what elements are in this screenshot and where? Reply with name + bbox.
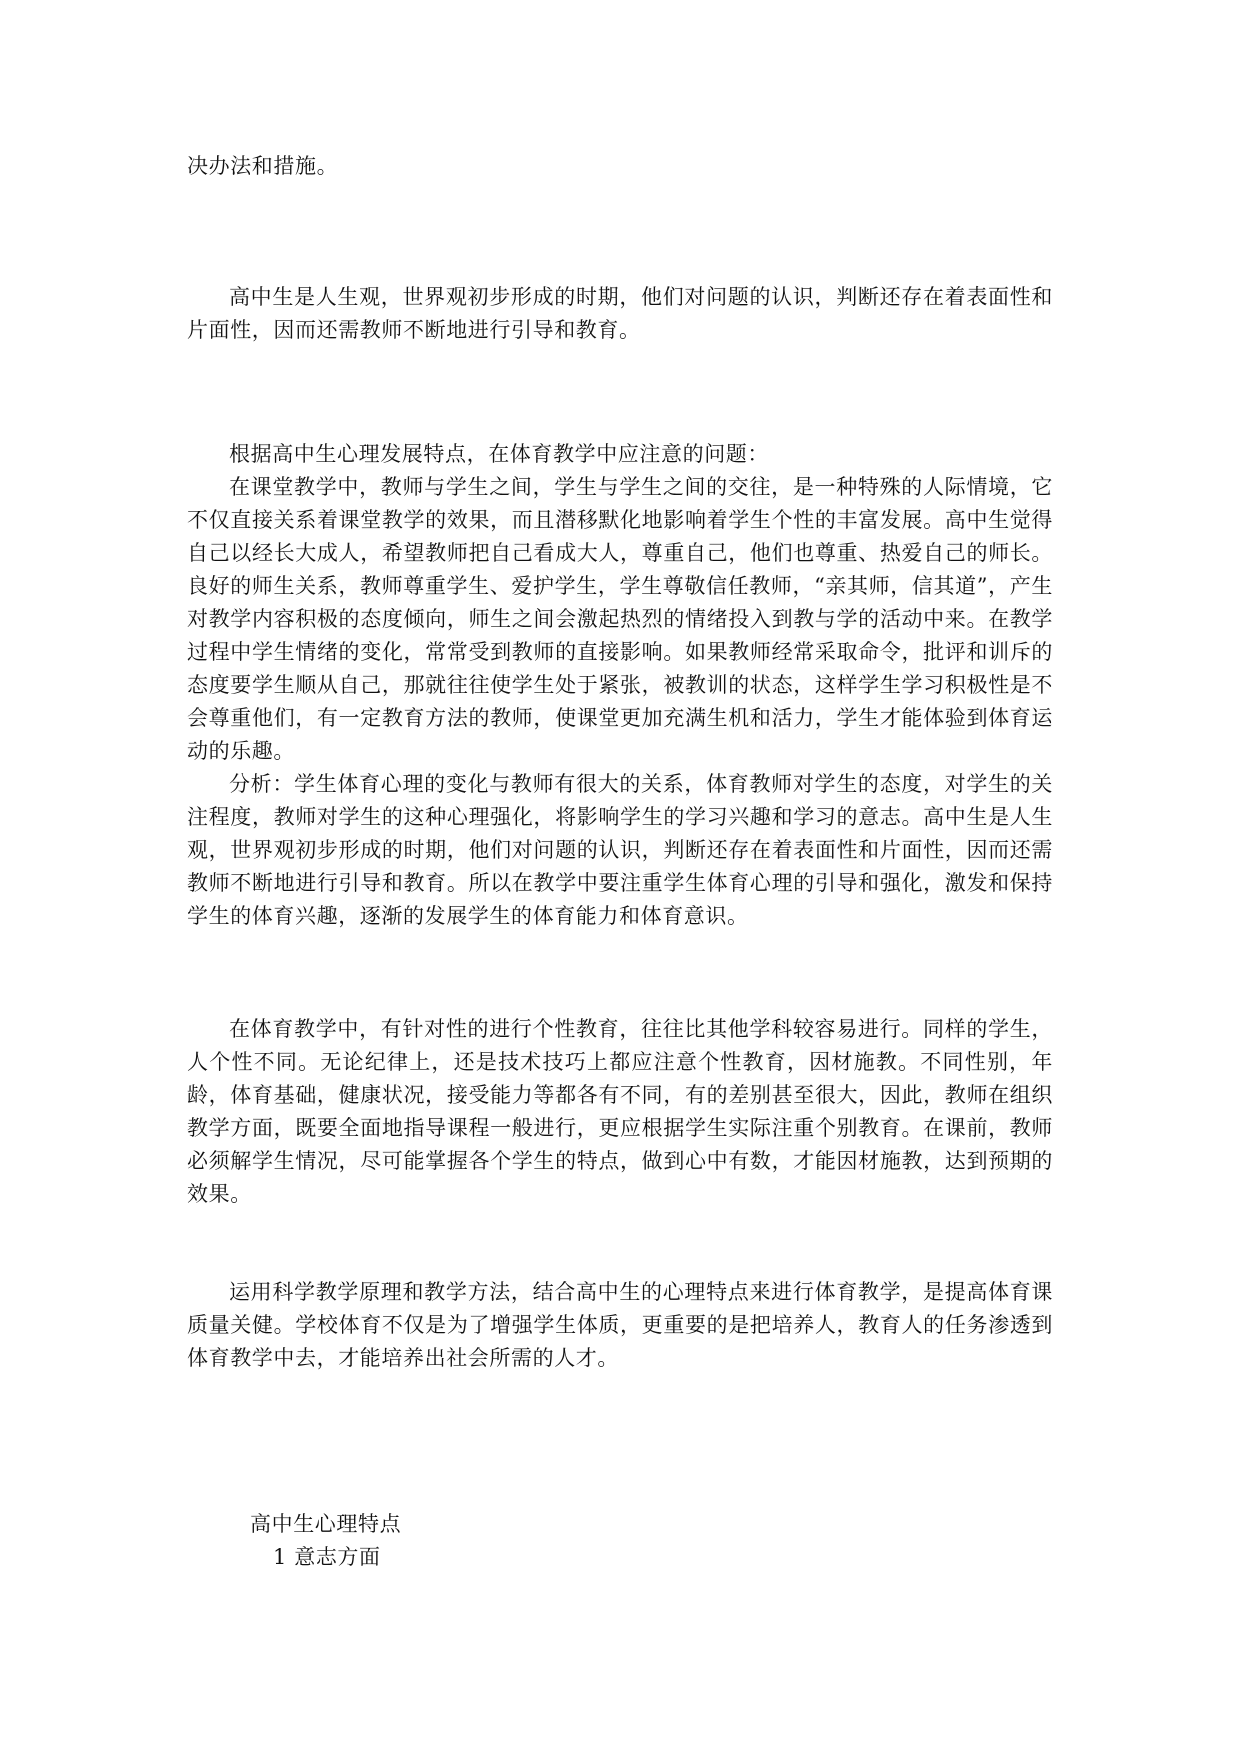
problems-body: 在课堂教学中，教师与学生之间，学生与学生之间的交往，是一种特殊的人际情境，它不仅直接关系着课堂教学的效果，而且潜移默化地影响着学生个性的丰富发展。高中生觉得自己以经长大成人，希望教师把自己看成大人，尊重自己，他们也尊重、热爱自己的师长。良好的师生关系，教师尊重学生、爱护学生，学生尊敬信任教师，“亲其师，信其道”，产生对教学内容积极的态度倾向，师生之间会激起热烈的情绪投入到教与学的活动中来。在教学过程中学生情绪的变化，常常受到教师的直接影响。如果教师经常采取命令，批评和训斥的态度要学生顺从自己，那就往往使学生处于紧张，被教训的状态，这样学生学习积极性是不会尊重他们，有一定教育方法的教师，使课堂更加充满生机和活力，学生才能体验到体育运动的乐趣。 [187,475,1053,763]
conclusion-text: 运用科学教学原理和教学方法，结合高中生的心理特点来进行体育教学，是提高体育课质量关健。学校体育不仅是为了增强学生体质，更重要的是把培养人，教育人的任务渗透到体育教学中去，才能培养出社会所需的人才。 [187,1280,1053,1370]
intro-paragraph [187,281,1053,347]
problems-section [187,438,1053,933]
continuation-text: 决办法和措施。 [187,154,339,178]
problems-analysis: 分析：学生体育心理的变化与教师有很大的关系，体育教师对学生的态度，对学生的关注程度，教师对学生的这种心理强化，将影响学生的学习兴趣和学习的意志。高中生是人生观，世界观初步形成的时期，他们对问题的认识，判断还存在着表面性和片面性，因而还需教师不断地进行引导和教育。所以在教学中要注重学生体育心理的引导和强化，激发和保持学生的体育兴趣，逐渐的发展学生的体育能力和体育意识。 [187,772,1053,928]
continuation-paragraph [187,150,1053,183]
conclusion-paragraph [187,1276,1053,1375]
subheading-will: 1 意志方面 [273,1545,381,1569]
problems-lead: 根据高中生心理发展特点，在体育教学中应注意的问题： [229,442,769,466]
intro-text: 高中生是人生观，世界观初步形成的时期，他们对问题的认识，判断还存在着表面性和片面性，因而还需教师不断地进行引导和教育。 [187,285,1053,342]
individual-education-paragraph [187,1013,1053,1211]
section-heading-traits: 高中生心理特点 [250,1512,402,1536]
individual-education-text: 在体育教学中，有针对性的进行个性教育，往往比其他学科较容易进行。同样的学生，人个性不同。无论纪律上，还是技术技巧上都应注意个性教育，因材施教。不同性别，年龄，体育基础，健康状况，接受能力等都各有不同，有的差别甚至很大，因此，教师在组织教学方面，既要全面地指导课程一般进行，更应根据学生实际注重个别教育。在课前，教师必须解学生情况，尽可能掌握各个学生的特点，做到心中有数，才能因材施教，达到预期的效果。 [187,1017,1053,1206]
